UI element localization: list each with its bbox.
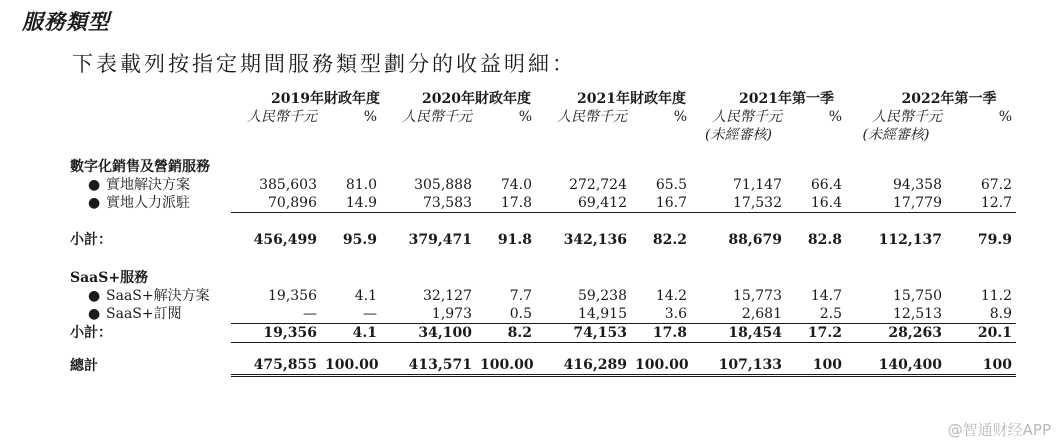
table-cell: 17.2: [786, 323, 846, 342]
table-cell: 8.9: [989, 305, 1012, 322]
table-cell: 112,137: [878, 231, 942, 248]
table-cell: 91.8: [497, 231, 532, 248]
table-cell: 1,973: [431, 305, 472, 322]
bullet-icon: ●: [88, 195, 101, 212]
period-label: 2021年第一季: [739, 91, 834, 107]
table-cell: 65.5: [655, 177, 687, 193]
table-cell: 0.5: [509, 305, 532, 322]
table-cell: 475,855: [231, 356, 321, 376]
table-cell: 16.4: [810, 195, 842, 211]
table-cell: 94,358: [893, 177, 942, 193]
subtotal-label: 小計：: [70, 324, 112, 341]
row-label: SaaS+訂閱: [106, 305, 182, 322]
table-cell: 4.1: [321, 323, 381, 342]
section-title: 數字化銷售及營銷服務: [70, 159, 210, 175]
period-label: 2019年財政年度: [271, 91, 380, 107]
table-cell: 15,773: [733, 287, 782, 304]
table-row: [66, 194, 1016, 213]
table-cell: 17.8: [500, 195, 532, 211]
table-row: [66, 176, 1016, 194]
unit-label: 人民幣千元: [872, 109, 942, 125]
percent-label: %: [673, 109, 687, 125]
table-cell: 19,356: [231, 323, 321, 342]
table-cell: 4.1: [354, 287, 377, 304]
table-cell: 100: [946, 356, 1016, 376]
unit-label: 人民幣千元: [557, 109, 627, 125]
table-cell: 71,147: [733, 177, 782, 193]
row-label: SaaS+解決方案: [106, 287, 210, 304]
table-cell: 12.7: [980, 195, 1012, 211]
table-cell: 28,263: [846, 323, 946, 342]
table-cell: 18,454: [691, 323, 786, 342]
percent-label: %: [828, 109, 842, 125]
unit-label: 人民幣千元: [402, 109, 472, 125]
note-header-row: [66, 126, 1016, 144]
rule-row: [66, 213, 1016, 231]
unaudited-note: (未經審核): [705, 127, 772, 143]
revenue-table: [66, 90, 1016, 377]
table-cell: 14,915: [578, 305, 627, 322]
unit-label: 人民幣千元: [712, 109, 782, 125]
table-cell: 140,400: [846, 356, 946, 376]
table-cell: 88,679: [728, 231, 782, 248]
table-cell: 2.5: [819, 305, 842, 322]
watermark: @智通财经APP: [947, 421, 1051, 439]
table-row: [66, 287, 1016, 305]
section-title-row: [66, 158, 1016, 176]
table-cell: 100.00: [476, 356, 536, 376]
table-cell: 82.8: [807, 231, 842, 248]
table-cell: 456,499: [253, 231, 317, 248]
period-header-row: [66, 90, 1016, 108]
unaudited-note: (未經審核): [862, 127, 930, 143]
table-cell: 74,153: [536, 323, 631, 342]
table-cell: 79.9: [977, 231, 1012, 248]
table-cell: 413,571: [381, 356, 476, 376]
table-cell: 95.9: [342, 231, 377, 248]
table-cell: 34,100: [381, 323, 476, 342]
table-cell: 342,136: [563, 231, 627, 248]
table-cell: 17,532: [733, 195, 782, 211]
table-cell: 379,471: [408, 231, 472, 248]
table-cell: 14.9: [345, 195, 377, 211]
unit-header-row: [66, 108, 1016, 126]
table-cell: 107,133: [691, 356, 786, 376]
unit-label: 人民幣千元: [247, 109, 317, 125]
period-label: 2020年財政年度: [422, 91, 531, 107]
table-cell: 8.2: [476, 323, 536, 342]
table-row: [66, 305, 1016, 324]
table-cell: —: [303, 305, 317, 322]
table-cell: 74.0: [500, 177, 532, 193]
table-cell: 69,412: [578, 195, 627, 211]
table-cell: 305,888: [414, 177, 472, 193]
row-label: 實地人力派駐: [106, 195, 190, 212]
table-cell: 19,356: [268, 287, 317, 304]
total-row: [66, 356, 1016, 376]
table-cell: 32,127: [423, 287, 472, 304]
row-label: 實地解決方案: [106, 177, 190, 193]
table-cell: 82.2: [652, 231, 687, 248]
total-label: 總計: [70, 357, 98, 374]
table-cell: 2,681: [741, 305, 782, 322]
table-cell: 16.7: [655, 195, 687, 211]
section-heading: 服務類型: [22, 9, 110, 34]
period-label: 2022年第一季: [901, 91, 997, 107]
table-cell: 15,750: [893, 287, 942, 304]
table-cell: 385,603: [259, 177, 317, 193]
period-label: 2021年財政年度: [577, 91, 686, 107]
table-cell: 11.2: [980, 287, 1012, 304]
table-cell: 73,583: [423, 195, 472, 211]
table-cell: 7.7: [509, 287, 532, 304]
bullet-icon: ●: [88, 287, 101, 304]
table-cell: 416,289: [536, 356, 631, 376]
table-cell: 17,779: [893, 195, 942, 211]
bullet-icon: ●: [88, 305, 101, 322]
subtotal-row: [66, 231, 1016, 249]
table-cell: 14.7: [810, 287, 842, 304]
percent-label: %: [998, 109, 1012, 125]
table-cell: 70,896: [268, 195, 317, 211]
rule-row: [66, 342, 1016, 356]
subtotal-row: [66, 323, 1016, 342]
section-title-row: [66, 269, 1016, 287]
subtotal-label: 小計：: [70, 231, 112, 248]
intro-text: 下表載列按指定期間服務類型劃分的收益明細：: [72, 52, 576, 76]
table-cell: 100.00: [631, 356, 691, 376]
table-cell: 14.2: [655, 287, 687, 304]
table-cell: 3.6: [664, 305, 687, 322]
percent-label: %: [363, 109, 377, 125]
table-cell: 66.4: [810, 177, 842, 193]
table-cell: 100: [786, 356, 846, 376]
table-cell: 20.1: [946, 323, 1016, 342]
table-cell: 12,513: [893, 305, 942, 322]
table-cell: 67.2: [980, 177, 1012, 193]
table-cell: 272,724: [569, 177, 627, 193]
table-cell: —: [363, 305, 377, 322]
table-cell: 81.0: [345, 177, 377, 193]
bullet-icon: ●: [88, 177, 101, 193]
table-cell: 17.8: [631, 323, 691, 342]
table-cell: 100.00: [321, 356, 381, 376]
section-title: SaaS+服務: [70, 269, 149, 286]
table-cell: 59,238: [578, 287, 627, 304]
percent-label: %: [518, 109, 532, 125]
